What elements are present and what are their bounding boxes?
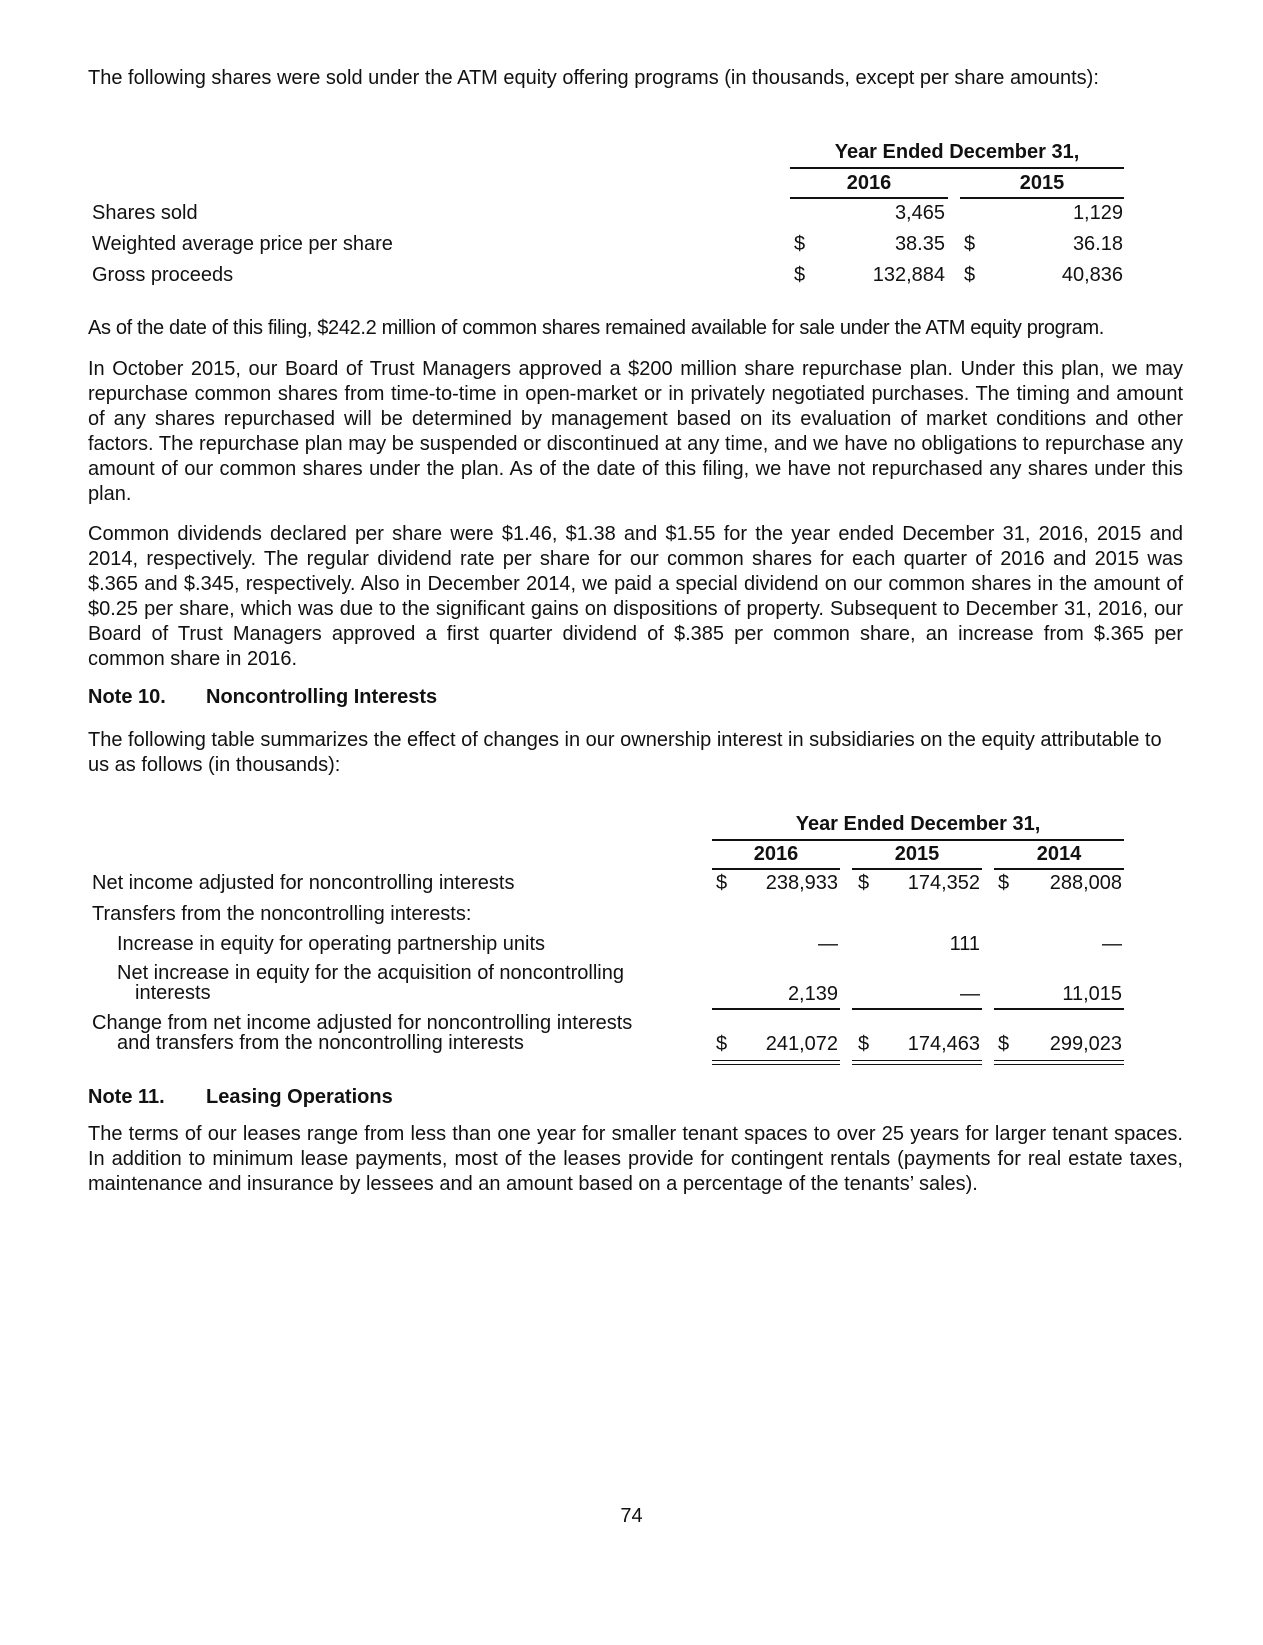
nci-year-rule xyxy=(712,868,840,870)
table-cell: 1,129 xyxy=(1072,202,1123,224)
dollar-sign: $ xyxy=(794,233,806,255)
table-row-label: Change from net income adjusted for noncontrolling interests xyxy=(92,1012,633,1034)
atm-table-header: Year Ended December 31, xyxy=(834,141,1080,163)
nci-year-rule xyxy=(994,868,1124,870)
dollar-sign: $ xyxy=(998,872,1010,894)
dollar-sign: $ xyxy=(964,233,976,255)
table-cell: 241,072 xyxy=(765,1033,838,1055)
table-cell: 174,463 xyxy=(907,1033,980,1055)
nci-header-rule xyxy=(712,839,1124,841)
table-cell: 38.35 xyxy=(894,233,945,255)
total-double-rule xyxy=(994,1060,1124,1065)
note10-intro: The following table summarizes the effect of changes in our ownership interest in subsidiaries on the equity attributable to us as follows (in thousands): xyxy=(88,729,1162,776)
table-cell: 2,139 xyxy=(787,983,838,1005)
dollar-sign: $ xyxy=(716,1033,728,1055)
nci-year-2015: 2015 xyxy=(894,843,940,865)
nci-year-rule xyxy=(852,868,982,870)
atm-year-rule-2016 xyxy=(790,197,948,199)
note10-heading xyxy=(88,685,437,709)
dollar-sign: $ xyxy=(858,1033,870,1055)
table-row-label: Weighted average price per share xyxy=(92,233,393,255)
table-row-label: Increase in equity for operating partnership units xyxy=(117,933,546,955)
table-cell: — xyxy=(960,983,980,1005)
table-cell: — xyxy=(818,933,838,955)
table-cell: 11,015 xyxy=(1062,983,1122,1005)
atm-year-2016: 2016 xyxy=(846,172,892,194)
atm-intro: The following shares were sold under the ATM equity offering programs (in thousands, except per share amounts): xyxy=(88,67,1099,89)
atm-year-2015: 2015 xyxy=(1019,172,1065,194)
subtotal-rule xyxy=(994,1008,1124,1010)
table-row-label: Shares sold xyxy=(92,202,198,224)
table-cell: 3,465 xyxy=(894,202,945,224)
table-cell: — xyxy=(1102,933,1122,955)
dollar-sign: $ xyxy=(716,872,728,894)
subtotal-rule xyxy=(712,1008,840,1010)
note10-number: Note 10. xyxy=(88,686,166,708)
table-cell: 132,884 xyxy=(872,264,945,286)
nci-year-2014: 2014 xyxy=(1036,843,1082,865)
page-number: 74 xyxy=(620,1505,643,1527)
total-double-rule xyxy=(712,1060,840,1065)
table-cell: 174,352 xyxy=(907,872,980,894)
para-repurchase: In October 2015, our Board of Trust Managers approved a $200 million share repurchase plan. Under this plan, we may repurchase common shares from time-to-time in open-market or in privately negotiated purchases. The timing and amount of any shares repurchased will be determined by management based on its evaluation of market conditions and other factors. The repurchase plan may be suspended or discontinued at any time, and we have no obligations to repurchase any amount of our common shares under the plan. As of the date of this filing, we have not repurchased any shares under this plan. xyxy=(88,358,1183,505)
table-row-label: and transfers from the noncontrolling interests xyxy=(117,1032,524,1054)
table-cell: 238,933 xyxy=(765,872,838,894)
subtotal-rule xyxy=(852,1008,982,1010)
table-cell: 36.18 xyxy=(1072,233,1123,255)
para-dividends: Common dividends declared per share were $1.46, $1.38 and $1.55 for the year ended December 31, 2016, 2015 and 2014, respectively. The regular dividend rate per share for our common shares for each quarter of 2016 and 2015 was $.365 and $.345, respectively. Also in December 2014, we paid a special dividend on our common shares in the amount of $0.25 per share, which was due to the significant gains on dispositions of property. Subsequent to December 31, 2016, our Board of Trust Managers approved a first quarter dividend of $.385 per common share, an increase from $.365 per common share in 2016. xyxy=(88,523,1183,670)
table-cell: 111 xyxy=(949,933,980,955)
atm-year-rule-2015 xyxy=(960,197,1124,199)
table-row-label: Net income adjusted for noncontrolling interests xyxy=(92,872,515,894)
nci-year-2016: 2016 xyxy=(753,843,799,865)
table-row-label: Net increase in equity for the acquisition of noncontrolling xyxy=(117,962,624,984)
atm-header-rule xyxy=(790,167,1124,169)
total-double-rule xyxy=(852,1060,982,1065)
dollar-sign: $ xyxy=(794,264,806,286)
dollar-sign: $ xyxy=(964,264,976,286)
dollar-sign: $ xyxy=(998,1033,1010,1055)
note10-title: Noncontrolling Interests xyxy=(206,686,438,708)
para-atm-remaining: As of the date of this filing, $242.2 million of common shares remained available for sale under the ATM equity program. xyxy=(88,317,1104,339)
table-row-label: Transfers from the noncontrolling interests: xyxy=(92,903,472,925)
note11-title: Leasing Operations xyxy=(206,1086,393,1108)
nci-table-header: Year Ended December 31, xyxy=(795,813,1041,835)
note11-text: The terms of our leases range from less than one year for smaller tenant spaces to over 25 years for larger tenant spaces. In addition to minimum lease payments, most of the leases provide for contingent rentals (payments for real estate taxes, maintenance and insurance by lessees and an amount based on a percentage of the tenants’ sales). xyxy=(88,1123,1183,1195)
note11-number: Note 11. xyxy=(88,1086,165,1108)
table-cell: 40,836 xyxy=(1061,264,1123,286)
table-cell: 299,023 xyxy=(1049,1033,1122,1055)
table-row-label: interests xyxy=(135,982,211,1004)
table-cell: 288,008 xyxy=(1049,872,1122,894)
table-row-label: Gross proceeds xyxy=(92,264,234,286)
note11-heading xyxy=(88,1085,393,1109)
dollar-sign: $ xyxy=(858,872,870,894)
